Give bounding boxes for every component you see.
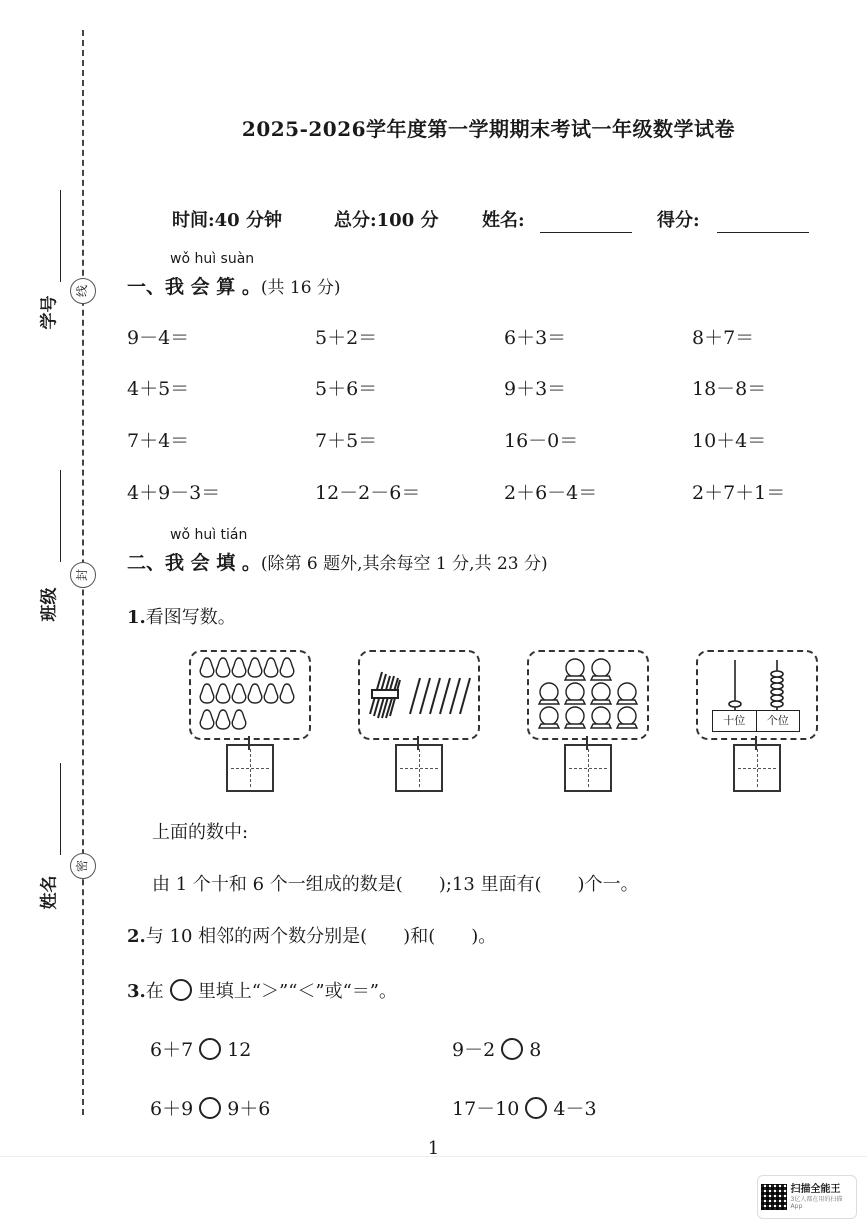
above-label: 上面的数中:: [152, 822, 249, 843]
compare-circle[interactable]: [501, 1038, 523, 1060]
calc-item: 5＋2＝: [315, 327, 378, 349]
peach-icon-group: [529, 652, 647, 738]
section1-pinyin: wǒ huì suàn: [170, 251, 255, 267]
compare-right: 8: [529, 1039, 542, 1061]
exam-time: 时间:40 分钟: [172, 210, 282, 231]
answer-box-sticks[interactable]: [395, 744, 443, 792]
calc-item: 2＋7＋1＝: [692, 482, 786, 504]
tens-place-label: 十位: [713, 711, 757, 731]
calc-item: 8＋7＝: [692, 327, 755, 349]
calc-item: 7＋4＝: [127, 430, 190, 452]
score-input-line[interactable]: [717, 212, 809, 233]
section1-note: (共 16 分): [260, 278, 341, 298]
picture-pears: [189, 650, 311, 740]
section2-note: (除第 6 题外,其余每空 1 分,共 23 分): [260, 554, 548, 574]
stick-bundle-icon: [360, 652, 478, 738]
calc-item: 2＋6－4＝: [504, 482, 598, 504]
seal-mi: 密: [70, 853, 96, 879]
section1-heading: [127, 272, 341, 299]
student-id-label: 学号: [39, 295, 60, 330]
calc-item: 4＋9－3＝: [127, 482, 221, 504]
picture-peaches: [527, 650, 649, 740]
calc-item: 4＋5＝: [127, 378, 190, 400]
q2-number: 2.: [127, 926, 146, 947]
compare-right: 9＋6: [227, 1098, 271, 1120]
name-blank: [60, 763, 61, 855]
calc-item: 5＋6＝: [315, 378, 378, 400]
picture-sticks: [358, 650, 480, 740]
scanner-badge: [757, 1175, 857, 1219]
seal-xian: 线: [70, 278, 96, 304]
compare-circle[interactable]: [525, 1097, 547, 1119]
q1-number: 1.: [127, 607, 146, 628]
compare-item: [452, 1094, 597, 1121]
q3-post: 里填上“＞”“＜”或“＝”。: [197, 981, 398, 1002]
q1-text: 看图写数。: [145, 607, 236, 628]
badge-title: 扫描全能王: [790, 1183, 841, 1195]
answer-box-peaches[interactable]: [564, 744, 612, 792]
footer-divider: [0, 1156, 867, 1157]
compare-left: 6＋9: [150, 1098, 194, 1120]
name-input-line[interactable]: [540, 212, 632, 233]
exam-title: 2025-2026学年度第一学期期末考试一年级数学试卷: [241, 117, 736, 141]
calc-item: 9＋3＝: [504, 378, 567, 400]
pear-icon-group: [191, 652, 309, 738]
seal-feng: 封: [70, 562, 96, 588]
name-side-label: 姓名: [39, 875, 60, 910]
page-number: 1: [427, 1138, 440, 1159]
section2-title: 二、我 会 填 。: [127, 552, 261, 574]
section2-pinyin: wǒ huì tián: [170, 527, 248, 543]
score-label: 得分:: [657, 210, 700, 231]
compare-left: 6＋7: [150, 1039, 194, 1061]
compare-circle[interactable]: [199, 1097, 221, 1119]
abacus-icon: [698, 652, 816, 712]
name-label: 姓名:: [482, 210, 525, 231]
picture-abacus: [696, 650, 818, 740]
compare-right: 12: [227, 1039, 252, 1061]
q1-line: [127, 603, 236, 629]
q2-text: 与 10 相邻的两个数分别是( )和( )。: [145, 926, 497, 947]
calc-item: 9－4＝: [127, 327, 190, 349]
abacus-place-table: [712, 710, 800, 732]
calc-item: 12－2－6＝: [315, 482, 421, 504]
q1-subquestion: 由 1 个十和 6 个一组成的数是( );13 里面有( )个一。: [152, 874, 639, 895]
calc-item: 16－0＝: [504, 430, 579, 452]
q3-pre: 在: [145, 981, 164, 1002]
circle-icon: [170, 979, 192, 1001]
compare-item: [452, 1035, 541, 1062]
ones-place-label: 个位: [766, 714, 789, 727]
student-id-blank: [60, 190, 61, 282]
compare-left: 17－10: [452, 1098, 520, 1120]
section1-title: 一、我 会 算 。: [127, 276, 261, 298]
q3-number: 3.: [127, 981, 146, 1002]
answer-box-abacus[interactable]: [733, 744, 781, 792]
answer-box-pears[interactable]: [226, 744, 274, 792]
compare-item: [150, 1094, 270, 1121]
compare-right: 4－3: [553, 1098, 597, 1120]
q2-line: [127, 922, 496, 948]
badge-subtitle: 3亿人都在用的扫描App: [790, 1195, 843, 1210]
calc-item: 7＋5＝: [315, 430, 378, 452]
qr-code-icon: [761, 1184, 787, 1210]
class-blank: [60, 470, 61, 562]
compare-left: 9－2: [452, 1039, 496, 1061]
calc-item: 6＋3＝: [504, 327, 567, 349]
class-label: 班级: [39, 587, 60, 622]
compare-item: [150, 1035, 251, 1062]
compare-circle[interactable]: [199, 1038, 221, 1060]
q3-line: [127, 977, 397, 1003]
exam-total: 总分:100 分: [334, 210, 439, 231]
calc-item: 18－8＝: [692, 378, 767, 400]
calc-item: 10＋4＝: [692, 430, 767, 452]
section2-heading: [127, 548, 548, 575]
